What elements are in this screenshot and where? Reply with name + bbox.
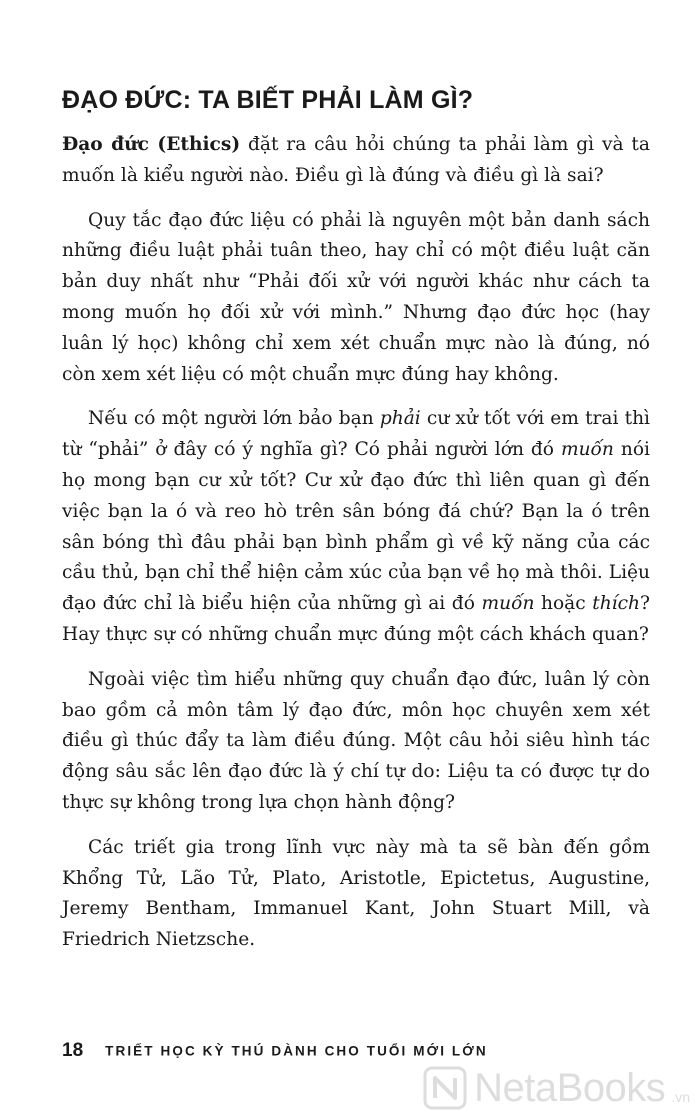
paragraph-4: Ngoài việc tìm hiểu những quy chuẩn đạo đức, luân lý còn bao gồm cả môn tâm lý đạo đức, môn học chuyên xem xét điều gì thúc đẩy ta làm điều đúng. Một câu hỏi siêu hình tác động sâu sắc lên đạo đức là ý chí tự do: Liệu ta có được tự do thực sự không trong lựa chọn hành động? bbox=[62, 668, 650, 813]
paragraph-3 bbox=[62, 404, 650, 650]
emphasis-muon-1: muốn bbox=[560, 439, 614, 461]
paragraph-3-part-3: nói họ mong bạn cư xử tốt? Cư xử đạo đức thì liên quan gì đến việc bạn la ó và reo hò trên sân bóng đá chứ? Bạn la ó trên sân bóng thì đâu phải bạn bình phẩm gì về kỹ năng của các cầu thủ, bạn chỉ thể hiện cảm xúc của bạn về họ mà thôi. Liệu đạo đức chỉ là biểu hiện của những gì ai đó bbox=[62, 439, 651, 615]
section-heading: ĐẠO ĐỨC: TA BIẾT PHẢI LÀM GÌ? bbox=[62, 86, 474, 114]
paragraph-3-part-2: cư xử tốt với em trai thì từ “phải” ở đây có ý nghĩa gì? Có phải người lớn đó bbox=[62, 408, 650, 461]
netabooks-logo-icon bbox=[422, 1065, 468, 1111]
paragraph-5: Các triết gia trong lĩnh vực này mà ta sẽ bàn đến gồm Khổng Tử, Lão Tử, Plato, Aristotle, Epictetus, Augustine, Jeremy Bentham, Immanuel Kant, John Stuart Mill, và Friedrich Nietzsche. bbox=[62, 836, 650, 951]
running-book-title: TRIẾT HỌC KỲ THÚ DÀNH CHO TUỔI MỚI LỚN bbox=[105, 1043, 488, 1059]
paragraph-3-part-5: ? Hay thực sự có những chuẩn mực đúng một cách khách quan? bbox=[62, 593, 650, 645]
paragraph-3-part-1: Nếu có một người lớn bảo bạn bbox=[88, 408, 380, 430]
watermark bbox=[422, 1065, 690, 1111]
emphasis-phai: phải bbox=[379, 408, 421, 430]
paragraph-1 bbox=[62, 130, 650, 192]
watermark-text: NetaBooks bbox=[474, 1066, 666, 1110]
paragraph-2: Quy tắc đạo đức liệu có phải là nguyên một bản danh sách những điều luật phải tuân theo, hay chỉ có một điều luật căn bản duy nhất như “Phải đối xử với người khác như cách ta mong muốn họ đối xử với mình.” Nhưng đạo đức học (hay luân lý học) không chỉ xem xét chuẩn mực nào là đúng, nó còn xem xét liệu có một chuẩn mực đúng hay không. bbox=[62, 209, 650, 385]
emphasis-thich: thích bbox=[592, 593, 641, 615]
emphasis-muon-2: muốn bbox=[481, 593, 535, 615]
watermark-suffix: .vn bbox=[671, 1089, 690, 1105]
body-text bbox=[62, 130, 650, 970]
ethics-term: Đạo đức (Ethics) bbox=[62, 134, 241, 155]
paragraph-1-rest: đặt ra câu hỏi chúng ta phải làm gì và ta muốn là kiểu người nào. Điều gì là đúng và điều gì là sai? bbox=[62, 134, 650, 186]
paragraph-3-part-4: hoặc bbox=[534, 593, 593, 615]
page-number: 18 bbox=[62, 1040, 84, 1061]
page-footer bbox=[62, 1040, 488, 1062]
